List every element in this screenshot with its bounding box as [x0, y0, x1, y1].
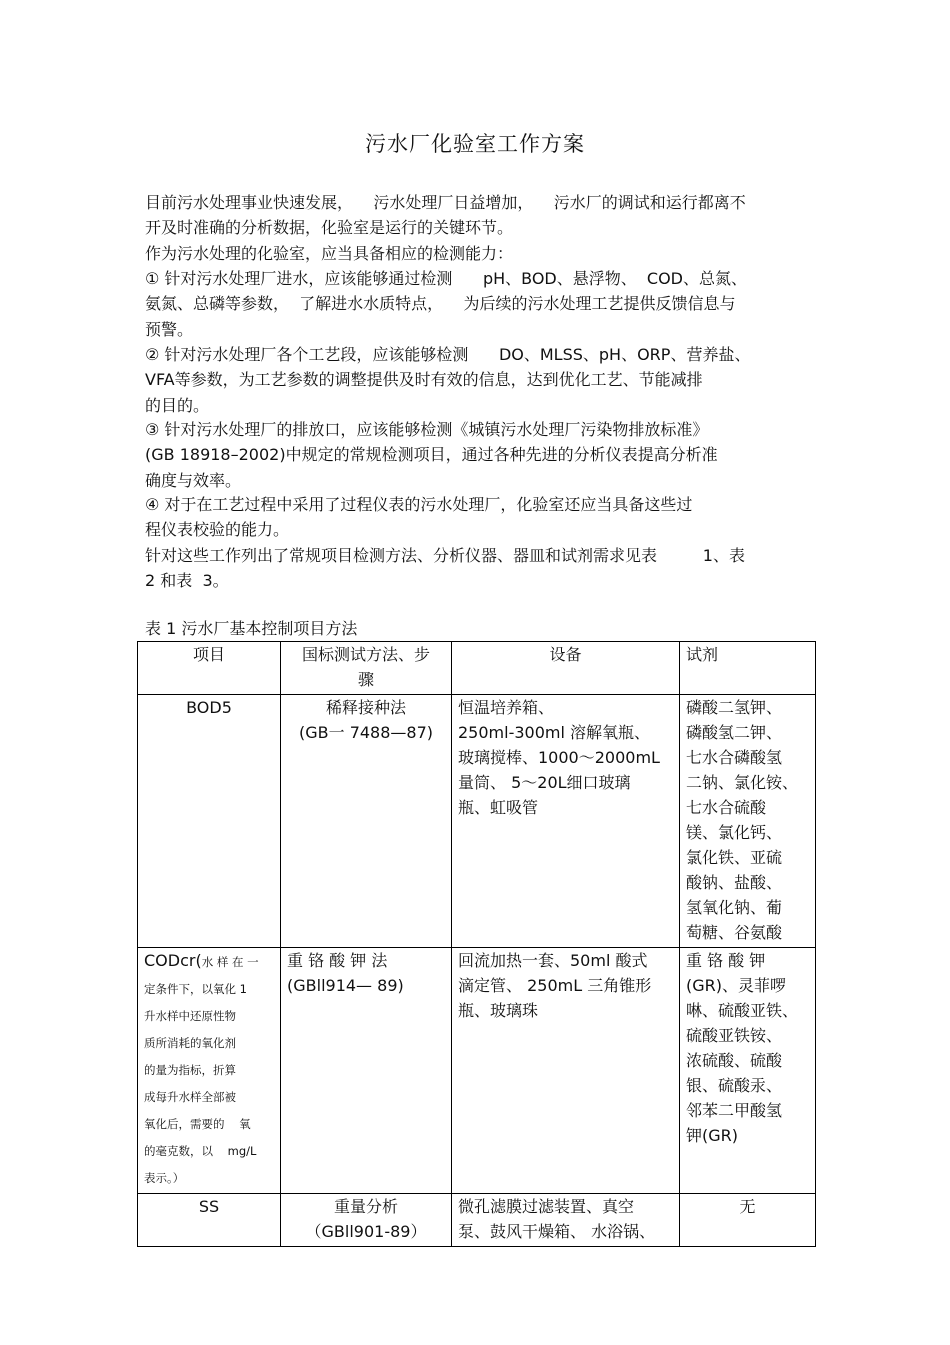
row-equipment: 微孔滤膜过滤装置、真空 泵、鼓风干燥箱、 水浴锅、	[452, 1194, 680, 1247]
row-reagents: 无	[680, 1194, 816, 1247]
requirement-1: ① 针对污水处理厂进水，应该能够通过检测 pH、BOD、悬浮物、 COD、总氮、 氨氮、总磷等参数， 了解进水水质特点， 为后续的污水处理工艺提供反馈信息与 预警。	[145, 269, 748, 339]
header-equipment: 设备	[452, 642, 680, 695]
table-row	[138, 948, 816, 1194]
row-reagents: 磷酸二氢钾、 磷酸氢二钾、 七水合磷酸氢 二钠、氯化铵、 七水合硫酸 镁、氯化钙、 氯化铁、亚硫 酸钠、盐酸、 氢氧化钠、葡 萄糖、谷氨酸	[680, 695, 816, 948]
row-method: 重 铬 酸 钾 法 (GBll914— 89)	[281, 948, 452, 1194]
header-method: 国标测试方法、步 骤	[281, 642, 452, 695]
row-equipment: 恒温培养箱、 250ml-300ml 溶解氧瓶、 玻璃搅棒、1000～2000mL 量筒、 5～20L细口玻璃 瓶、虹吸管	[452, 695, 680, 948]
requirement-3: ③ 针对污水处理厂的排放口，应该能够检测《城镇污水处理厂污染物排放标准》 (GB 18918–2002)中规定的常规检测项目，通过各种先进的分析仪表提高分析准 确度与效率。	[145, 420, 718, 490]
table-row	[138, 1194, 816, 1247]
row-method: 重量分析 （GBll901-89）	[281, 1194, 452, 1247]
row-reagents: 重 铬 酸 钾 (GR)、灵菲啰 啉、硫酸亚铁、 硫酸亚铁铵、 浓硫酸、硫酸 银、硫酸汞、 邻苯二甲酸氢 钾(GR)	[680, 948, 816, 1194]
row-item	[138, 948, 281, 1194]
row-item-main: CODcr(	[144, 951, 202, 970]
row-item-note: 水 样 在 一 定条件下，以氧化 1 升水样中还原性物 质所消耗的氧化剂 的量为指标，折算 成每升水样全部被 氧化后，需要的 氧 的毫克数，以 mg/L 表示。）	[144, 955, 259, 1185]
row-item: BOD5	[138, 695, 281, 948]
table-row	[138, 695, 816, 948]
table-caption: 表 1 污水厂基本控制项目方法	[145, 619, 358, 638]
row-method: 稀释接种法 (GB一 7488—87)	[281, 695, 452, 948]
header-reagents: 试剂	[680, 642, 816, 695]
requirement-2: ② 针对污水处理厂各个工艺段，应该能够检测 DO、MLSS、pH、ORP、营养盐、 VFA等参数，为工艺参数的调整提供及时有效的信息，达到优化工艺、节能减排 的目的。	[145, 345, 751, 415]
requirement-4-and-summary: ④ 对于在工艺过程中采用了过程仪表的污水处理厂，化验室还应当具备这些过 程仪表校验的能力。 针对这些工作列出了常规项目检测方法、分析仪器、器皿和试剂需求见表 1、表 2 和表 3。	[145, 495, 745, 590]
methods-table	[137, 641, 816, 1247]
row-equipment: 回流加热一套、50ml 酸式 滴定管、 250mL 三角锥形 瓶、玻璃珠	[452, 948, 680, 1194]
document-title: 污水厂化验室工作方案	[365, 132, 585, 156]
intro-paragraph: 目前污水处理事业快速发展， 污水处理厂日益增加， 污水厂的调试和运行都离不 开及时准确的分析数据，化验室是运行的关键环节。 作为污水处理的化验室，应当具备相应的检测能力：	[145, 193, 746, 263]
header-item: 项目	[138, 642, 281, 695]
row-item: SS	[138, 1194, 281, 1247]
table-header-row	[138, 642, 816, 695]
